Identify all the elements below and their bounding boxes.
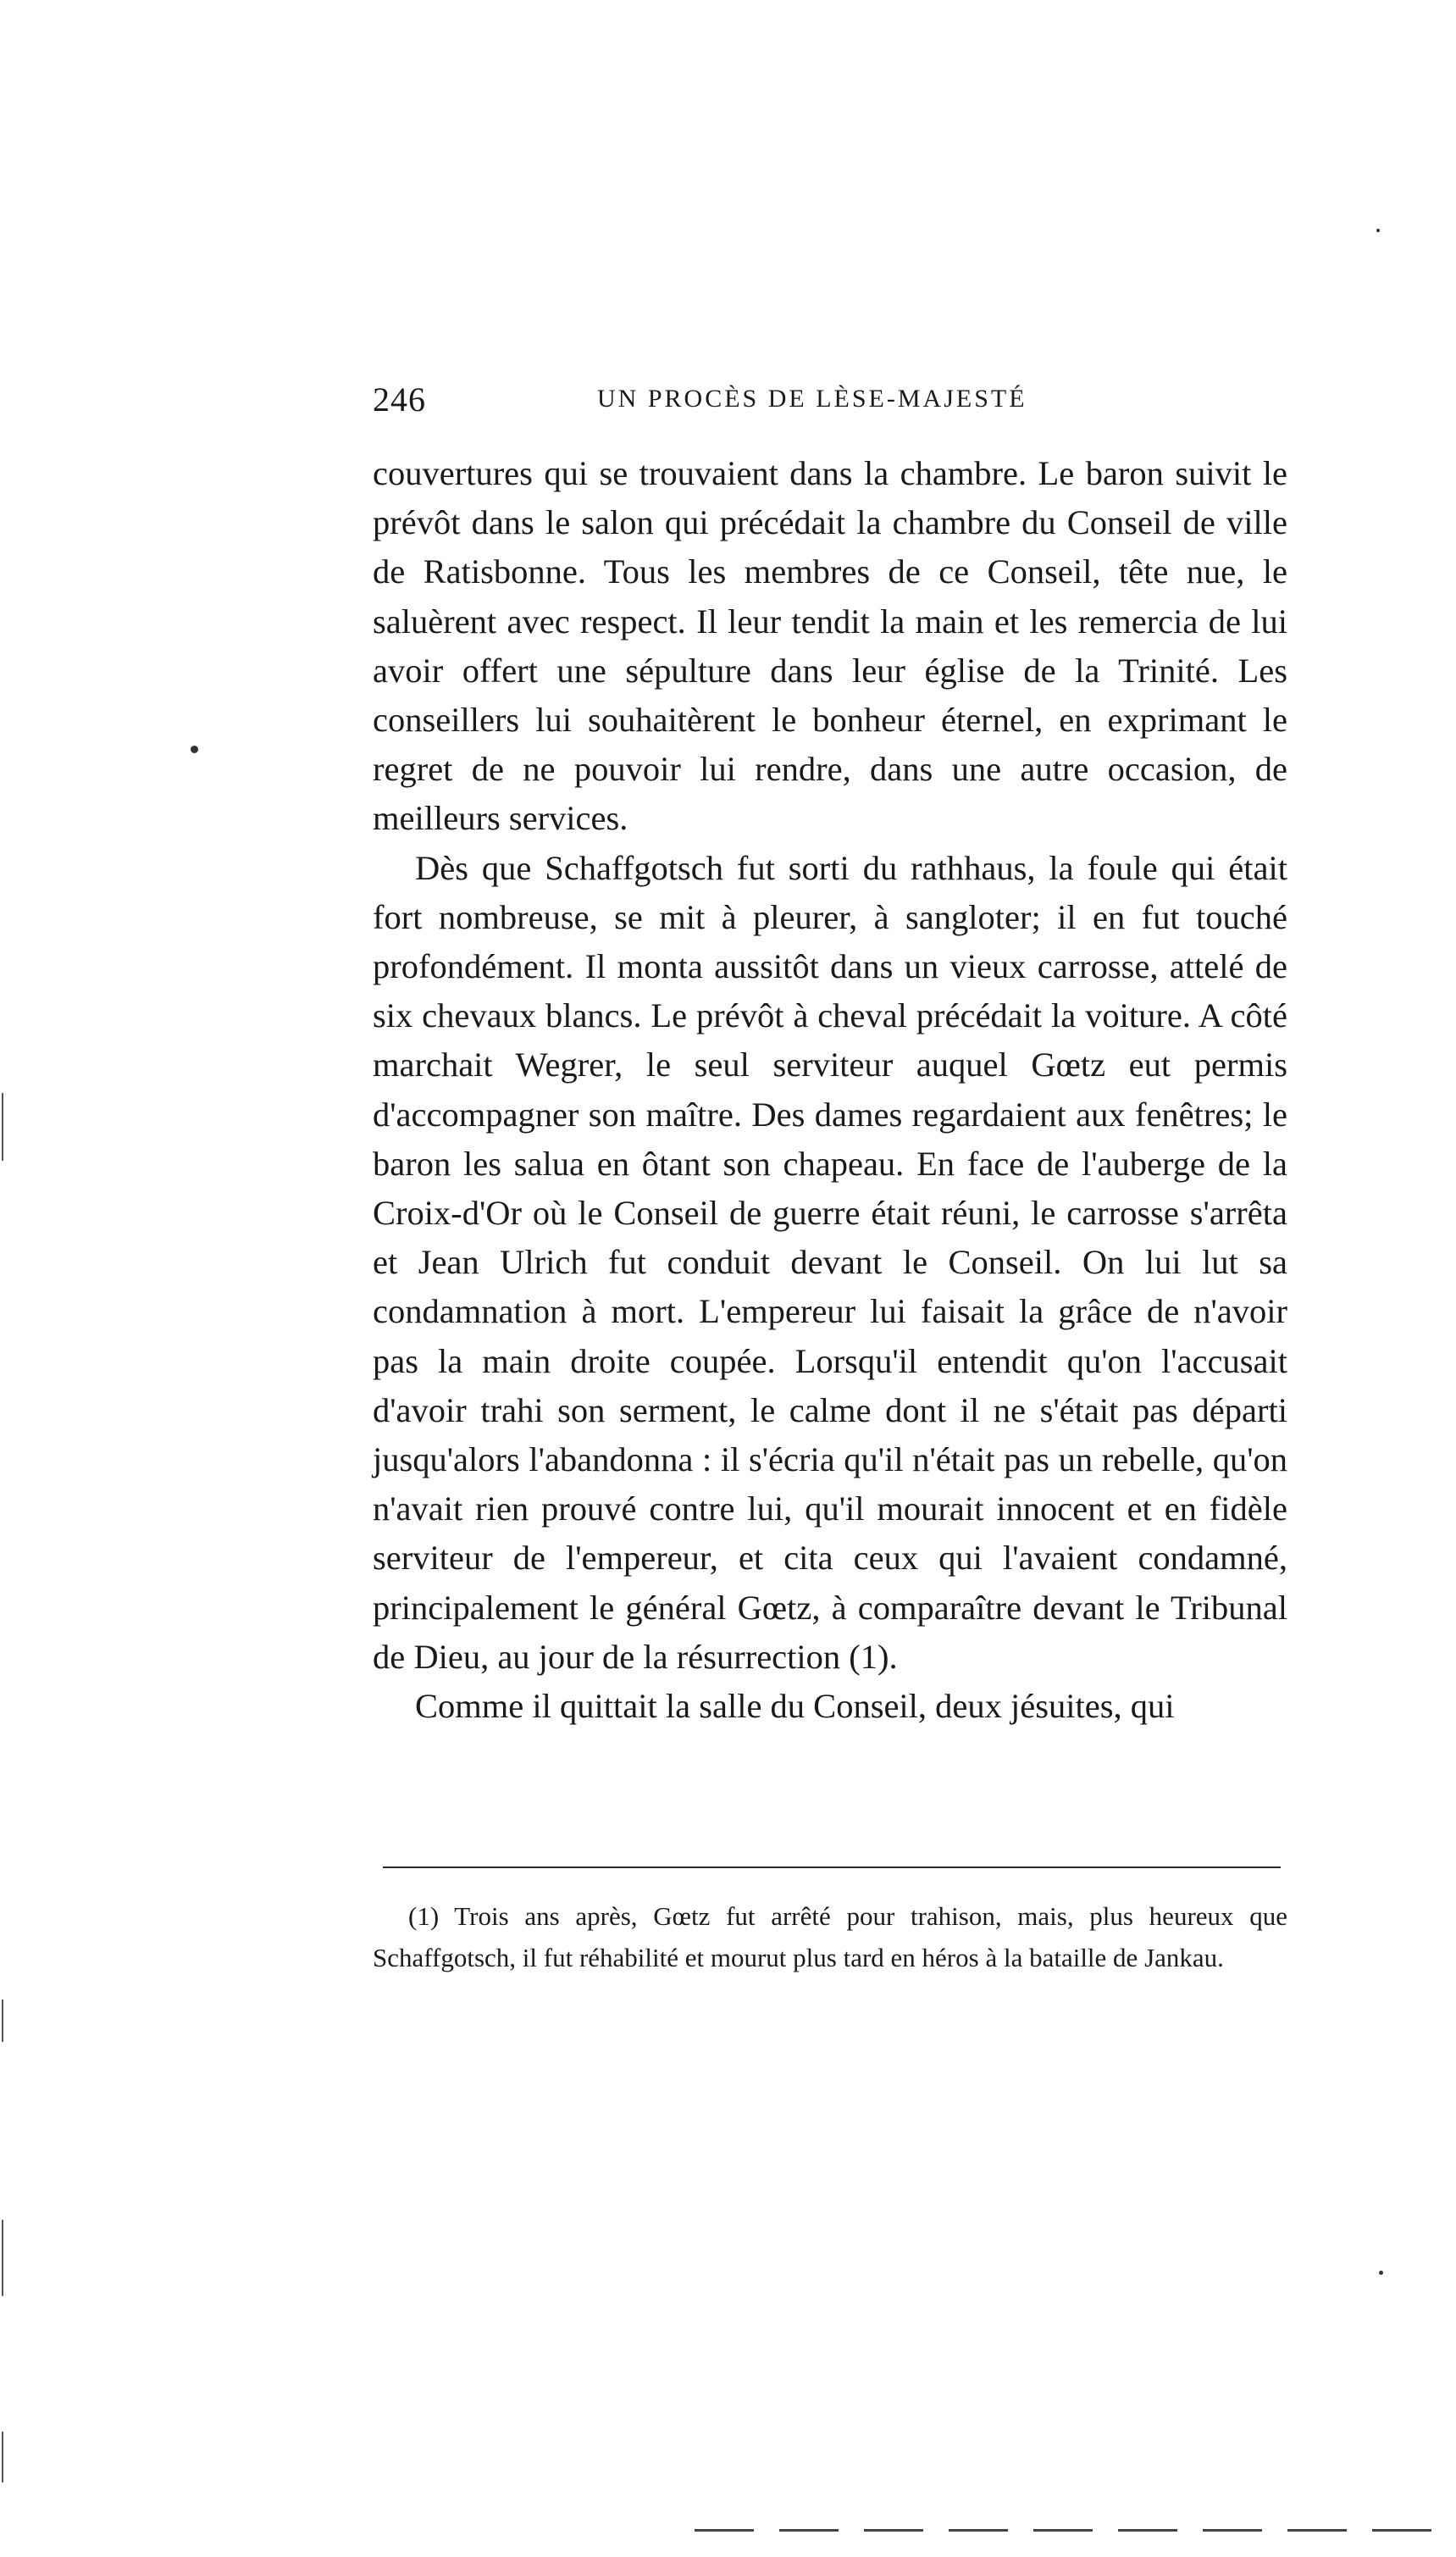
running-title: UN PROCÈS DE LÈSE-MAJESTÉ — [597, 385, 1027, 413]
footnote-divider — [383, 1866, 1281, 1868]
paragraph-1: couvertures qui se trouvaient dans la chambre. Le baron suivit le prévôt dans le salon qui précédait la chambre du Conseil de ville de Ratisbonne. Tous les membres de ce Conseil, tête nue, le saluèrent avec respect. Il leur tendit la main et les remercia de lui avoir offert une sépulture dans leur église de la Trinité. Les conseillers lui souhaitèrent le bonheur éternel, en exprimant le regret de ne pouvoir lui rendre, dans une autre occasion, de meilleurs services. — [373, 454, 1287, 838]
page-number: 246 — [373, 380, 426, 419]
paragraph-3: Comme il quittait la salle du Conseil, deux jésuites, qui — [415, 1687, 1175, 1726]
body-text — [373, 449, 1287, 1731]
scan-dash-row — [695, 2529, 1440, 2532]
footnote: (1) Trois ans après, Gœtz fut arrêté pour trahison, mais, plus heureux que Schaffgotsch, il fut réhabilité et mourut plus tard en héros à la bataille de Jankau. — [373, 1901, 1287, 1972]
page-header — [373, 380, 1287, 430]
paragraph-2: Dès que Schaffgotsch fut sorti du rathhaus, la foule qui était fort nombreuse, se mit à pleurer, à sangloter; il en fut touché profondément. Il monta aussitôt dans un vieux carrosse, attelé de six chevaux blancs. Le prévôt à cheval précédait la voiture. A côté marchait Wegrer, le seul serviteur auquel Gœtz eut permis d'accompagner son maître. Des dames regardaient aux fenêtres; le baron les salua en ôtant son chapeau. En face de l'auberge de la Croix-d'Or où le Conseil de guerre était réuni, le carrosse s'arrêta et Jean Ulrich fut conduit devant le Conseil. On lui lut sa condamnation à mort. L'empereur lui faisait la grâce de n'avoir pas la main droite coupée. Lorsqu'il entendit qu'on l'accusait d'avoir trahi son serment, le calme dont il ne s'était pas départi jusqu'alors l'abandonna : il s'écria qu'il n'était pas un rebelle, qu'on n'avait rien prouvé contre lui, qu'il mourait innocent et en fidèle serviteur de l'empereur, et cita ceux qui l'avaient condamné, principalement le général Gœtz, à comparaître devant le Tribunal de Dieu, au jour de la résurrection (1). — [373, 848, 1287, 1676]
scan-edge-line — [2, 1093, 3, 1161]
scan-edge-line — [2, 2220, 3, 2296]
ink-speck — [1376, 229, 1380, 232]
ink-speck — [1379, 2271, 1383, 2275]
scan-edge-line — [2, 2000, 3, 2042]
ink-speck — [191, 746, 198, 753]
scan-edge-line — [2, 2432, 3, 2482]
